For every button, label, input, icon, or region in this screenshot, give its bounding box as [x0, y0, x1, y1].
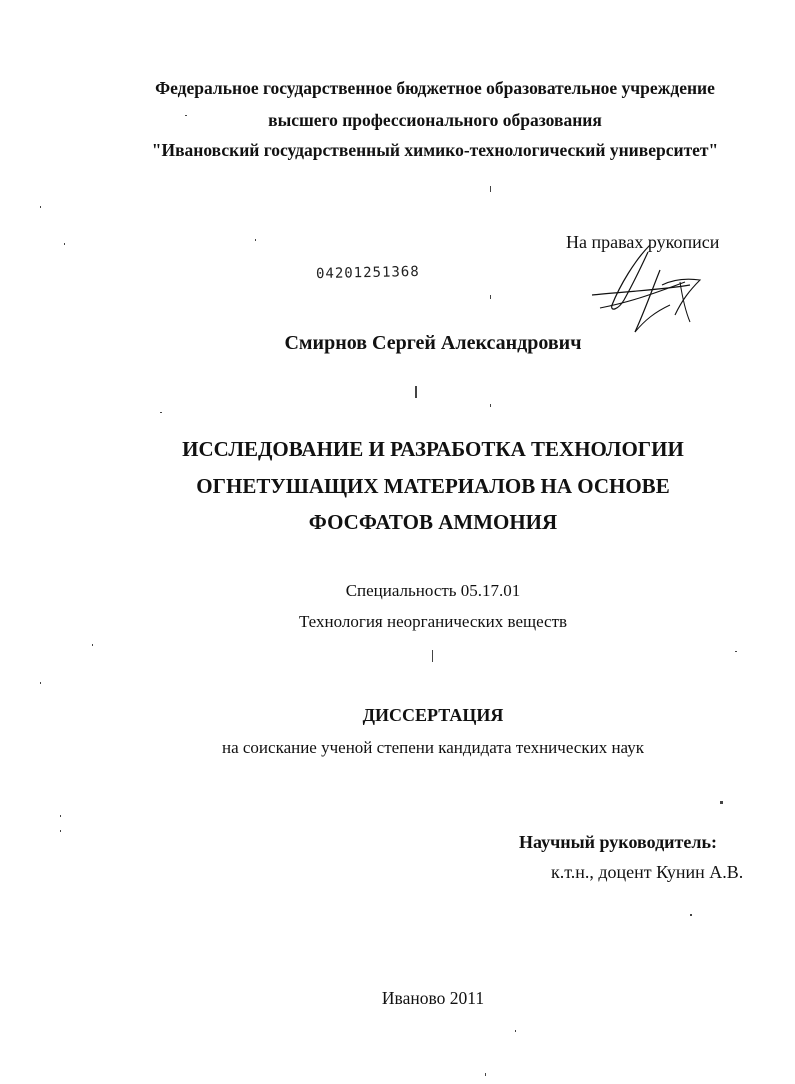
degree-description: на соискание ученой степени кандидата технических наук [221, 738, 644, 757]
specialty-code: Специальность 05.17.01 [345, 581, 521, 600]
manuscript-rights-label: На правах рукописи [566, 232, 720, 252]
scan-speck [432, 650, 433, 662]
scan-speck [40, 206, 41, 208]
organization-line-3: "Ивановский государственный химико-технологический университет" [151, 140, 719, 160]
advisor-label: Научный руководитель: [519, 832, 717, 852]
scan-speck [515, 1030, 516, 1032]
dissertation-title-line-1: ИССЛЕДОВАНИЕ И РАЗРАБОТКА ТЕХНОЛОГИИ [182, 437, 684, 461]
handwritten-signature [590, 240, 715, 340]
scan-speck [490, 404, 491, 407]
scan-speck [720, 801, 723, 804]
specialty-name: Технология неорганических веществ [298, 612, 568, 631]
document-type: ДИССЕРТАЦИЯ [362, 705, 504, 725]
advisor-name: к.т.н., доцент Кунин А.В. [551, 862, 744, 882]
scan-speck [60, 830, 61, 832]
scan-speck [485, 1073, 486, 1076]
scan-speck [92, 644, 93, 646]
scan-speck [40, 682, 41, 684]
scan-speck [160, 412, 162, 413]
scan-speck [60, 815, 61, 817]
dissertation-title-line-2: ОГНЕТУШАЩИХ МАТЕРИАЛОВ НА ОСНОВЕ [196, 474, 670, 498]
scan-speck [185, 115, 187, 116]
scan-speck [255, 239, 256, 241]
dissertation-title-line-3: ФОСФАТОВ АММОНИЯ [308, 510, 558, 534]
scan-speck [490, 186, 491, 192]
registration-number: 04201251368 [315, 263, 420, 283]
scan-speck [415, 386, 417, 398]
city-year: Иваново 2011 [381, 988, 485, 1008]
scan-speck [64, 243, 65, 245]
organization-line-2: высшего профессионального образования [268, 110, 602, 130]
author-name: Смирнов Сергей Александрович [284, 332, 582, 354]
scan-speck [735, 651, 737, 652]
scan-speck [490, 295, 491, 299]
scan-speck [690, 914, 692, 916]
organization-line-1: Федеральное государственное бюджетное образовательное учреждение [155, 78, 715, 98]
